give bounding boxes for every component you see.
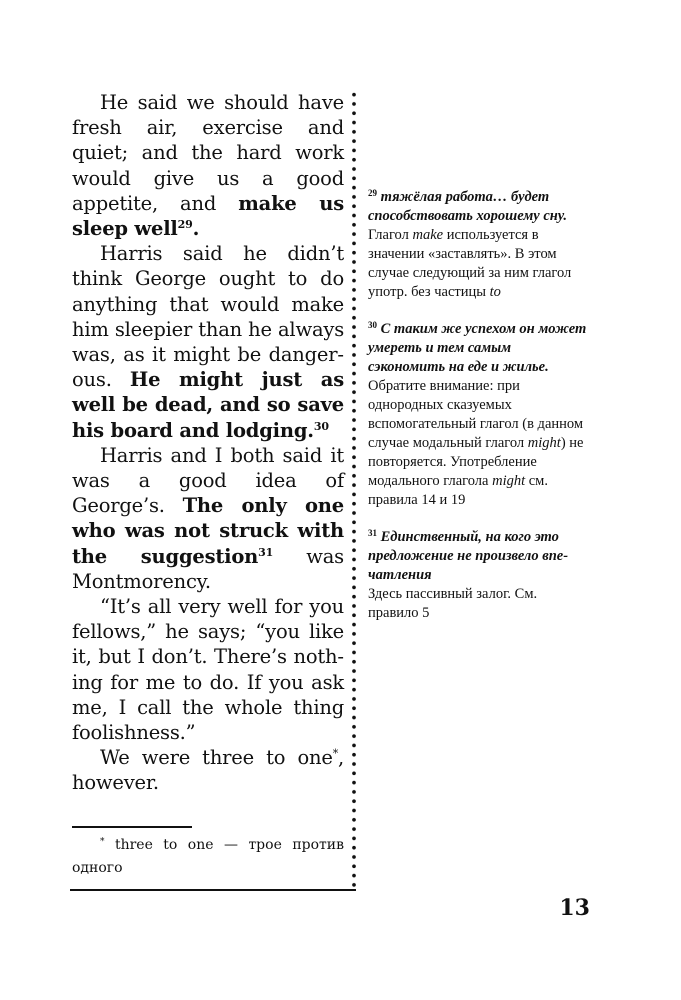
margin-note-30	[368, 320, 590, 510]
note-heading	[368, 188, 590, 226]
note-number: 30	[368, 320, 377, 330]
margin-note-29	[368, 188, 590, 302]
page-number: 13	[559, 895, 590, 921]
note-text: Здесь пассивный залог. См. правило 5	[368, 586, 538, 621]
paragraph-2	[72, 241, 344, 443]
footnote	[72, 834, 344, 880]
footnote-text-continued: одного	[72, 860, 123, 876]
note-number: 29	[368, 188, 377, 198]
margin-notes	[368, 188, 590, 641]
note-heading-text: Единственный, на кого это предложение не произвело впечатления	[368, 529, 569, 583]
footnote-rule	[72, 826, 192, 828]
bold-phrase: make us sleep well	[72, 191, 345, 241]
note-text: Обратите внимание: при однородных сказуемых вспомогательный глагол (в данном случае модальный глагол	[368, 378, 584, 451]
paragraph-text: Harris said he didn’t think George ought to do anything that would make him sleepier than he always was, as it might be dangerous.	[72, 242, 344, 392]
note-text: используется в значении «заставлять». В этом случае следующий за ним глагол употр. без частицы	[368, 227, 572, 300]
note-italic: might	[492, 473, 526, 489]
paragraph-1	[72, 90, 344, 241]
bold-phrase: The only one who was not struck with the suggestion	[72, 494, 344, 568]
note-body	[368, 226, 590, 302]
note-heading	[368, 320, 590, 377]
paragraph-3	[72, 443, 344, 594]
footnote-line	[72, 834, 344, 857]
note-heading	[368, 528, 590, 585]
note-text: ) не повторяется. Употребление модального глагола	[368, 435, 584, 489]
note-italic: make	[412, 227, 444, 243]
paragraph-text: Harris and I both said it was a good idea of George’s.	[72, 443, 344, 518]
footnote-text: three to one — трое против	[104, 837, 344, 853]
paragraph-text: We were three to one	[100, 746, 333, 770]
bold-phrase: He might just as well be dead, and so save his board and lodging.	[72, 368, 344, 442]
note-heading-text: тяжёлая работа… будет способствовать хорошему сну.	[368, 189, 567, 224]
note-italic: to	[489, 284, 501, 300]
note-italic: might	[527, 435, 561, 451]
paragraph-text: He said we should have fresh air, exercise and quiet; and the hard work would give us a good appetite, and	[72, 91, 344, 215]
dotted-divider	[351, 90, 357, 890]
footnote-ref: *	[332, 747, 338, 761]
note-ref-31: 31	[258, 545, 274, 559]
note-heading-text: С таким же успехом он может умереть и тем самым сэкономить на еде и жилье.	[368, 321, 587, 375]
main-text	[72, 90, 344, 796]
paragraph-end: , however.	[72, 746, 344, 795]
note-text: см. правила 14 и 19	[368, 473, 548, 508]
note-ref-30: 30	[313, 419, 329, 433]
paragraph-4	[72, 594, 344, 745]
note-body	[368, 377, 590, 510]
margin-note-31	[368, 528, 590, 623]
paragraph-end: .	[192, 217, 200, 241]
bottom-rule	[70, 889, 356, 891]
footnote-mark: *	[100, 837, 105, 847]
paragraph-5	[72, 745, 344, 795]
note-ref-29: 29	[177, 218, 193, 232]
note-number: 31	[368, 528, 377, 538]
note-body	[368, 585, 590, 623]
paragraph-end: was Montmorency.	[72, 544, 344, 593]
paragraph-text: “It’s all very well for you fellows,” he says; “you like it, but I don’t. There’s nothing for me to do. If you ask me, I call the whole thing foolishness.”	[72, 595, 344, 745]
note-text: Глагол	[368, 227, 413, 243]
